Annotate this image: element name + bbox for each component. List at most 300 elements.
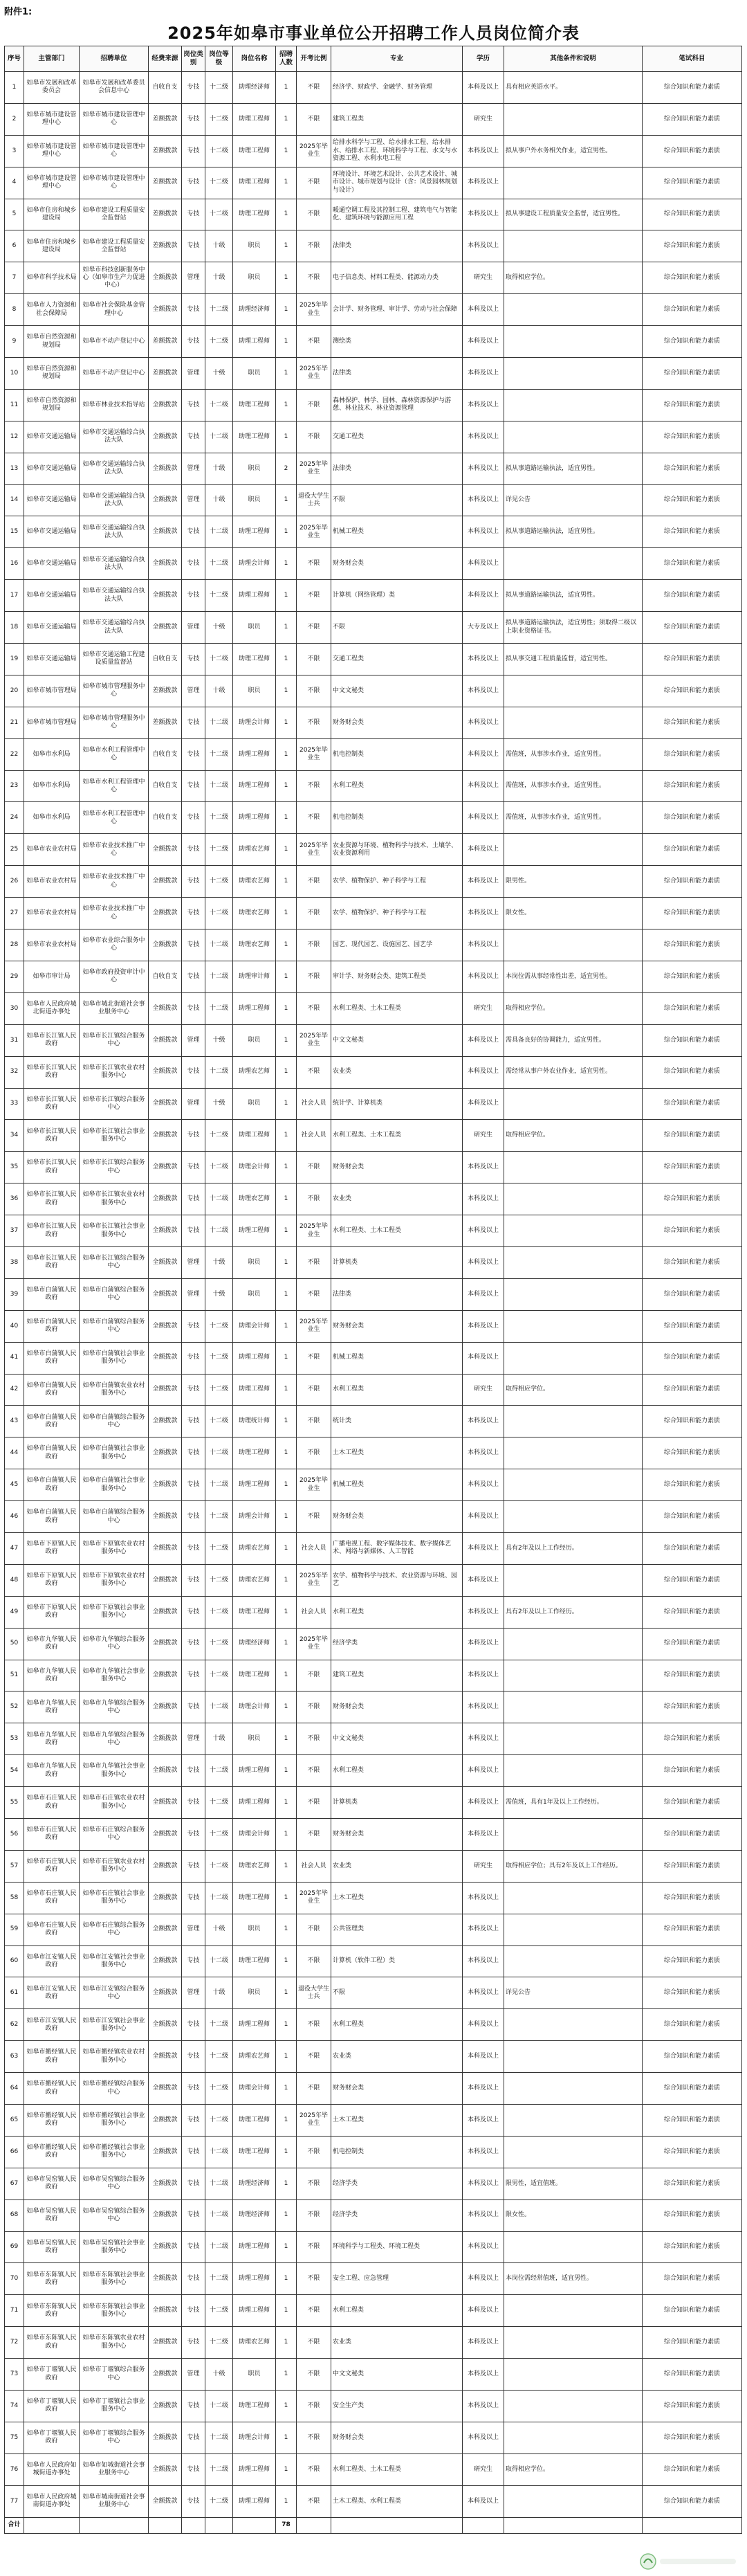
cell-funding: 差额拨款 — [149, 326, 182, 358]
cell-headcount: 1 — [276, 1818, 297, 1850]
cell-department: 如皋市东陈镇人民政府 — [24, 2327, 80, 2359]
cell-grade: 十二级 — [205, 1056, 233, 1088]
cell-major: 水利工程类 — [331, 1596, 463, 1628]
cell-category: 专技 — [182, 1152, 205, 1183]
cell-headcount: 1 — [276, 1056, 297, 1088]
cell-exam: 综合知识和能力素质 — [643, 1755, 742, 1787]
cell-headcount: 1 — [276, 1660, 297, 1691]
cell-education: 本科及以上 — [463, 2422, 504, 2453]
cell-department: 如皋市白蒲镇人民政府 — [24, 1406, 80, 1437]
cell-ratio: 不限 — [297, 1914, 331, 1945]
cell-department: 如皋市农业农村局 — [24, 834, 80, 866]
cell-department: 如皋市水利局 — [24, 770, 80, 802]
cell-position: 职员 — [233, 1024, 276, 1056]
cell-department: 如皋市人力资源和社会保障局 — [24, 294, 80, 326]
cell-position: 助理工程师 — [233, 1596, 276, 1628]
cell-category: 专技 — [182, 548, 205, 580]
cell-category: 管理 — [182, 1024, 205, 1056]
cell-grade: 十级 — [205, 1246, 233, 1278]
cell-position: 助理会计师 — [233, 1152, 276, 1183]
cell-department: 如皋市长江镇人民政府 — [24, 1056, 80, 1088]
cell-department: 如皋市江安镇人民政府 — [24, 1945, 80, 1977]
cell-other — [504, 2422, 643, 2453]
cell-funding: 全额拨款 — [149, 1977, 182, 2009]
cell-major: 水利工程类、土木工程类 — [331, 1120, 463, 1152]
cell-position: 助理经济师 — [233, 2199, 276, 2231]
table-row — [5, 548, 742, 580]
cell-funding: 全额拨款 — [149, 389, 182, 421]
cell-headcount: 1 — [276, 1024, 297, 1056]
cell-position: 职员 — [233, 1278, 276, 1310]
cell-index: 2 — [5, 103, 24, 135]
cell-category: 专技 — [182, 1374, 205, 1406]
cell-unit: 如皋市丁堰镇综合服务中心 — [80, 2359, 149, 2391]
cell-ratio: 不限 — [297, 2422, 331, 2453]
cell-grade: 十二级 — [205, 103, 233, 135]
cell-category: 专技 — [182, 2391, 205, 2422]
cell-category: 专技 — [182, 1787, 205, 1819]
table-footer-row — [5, 2517, 742, 2533]
cell-other — [504, 1628, 643, 1660]
cell-other — [504, 1691, 643, 1723]
cell-ratio: 不限 — [297, 2327, 331, 2359]
cell-category: 管理 — [182, 262, 205, 294]
cell-position: 职员 — [233, 230, 276, 262]
cell-education: 本科及以上 — [463, 1628, 504, 1660]
cell-other — [504, 1914, 643, 1945]
cell-position: 助理会计师 — [233, 548, 276, 580]
cell-exam: 综合知识和能力素质 — [643, 1691, 742, 1723]
cell-other — [504, 2391, 643, 2422]
cell-exam: 综合知识和能力素质 — [643, 2263, 742, 2295]
cell-unit: 如皋市政府投资审计中心 — [80, 961, 149, 992]
cell-exam: 综合知识和能力素质 — [643, 1246, 742, 1278]
cell-major: 财务财会类 — [331, 1501, 463, 1533]
cell-unit: 如皋市长江镇农业农村服务中心 — [80, 1183, 149, 1215]
page-title: 2025年如皋市事业单位公开招聘工作人员岗位简介表 — [167, 24, 580, 43]
cell-department: 如皋市下原镇人民政府 — [24, 1596, 80, 1628]
cell-funding: 全额拨款 — [149, 898, 182, 929]
cell-major: 农业类 — [331, 1056, 463, 1088]
cell-grade: 十级 — [205, 1024, 233, 1056]
cell-exam: 综合知识和能力素质 — [643, 1850, 742, 1882]
cell-department: 如皋市自然资源和规划局 — [24, 358, 80, 390]
cell-other — [504, 1660, 643, 1691]
cell-other: 限男性，适宜值班。 — [504, 2168, 643, 2199]
cell-position: 助理工程师 — [233, 516, 276, 548]
cell-category: 管理 — [182, 453, 205, 484]
table-row — [5, 1278, 742, 1310]
cell-position: 助理工程师 — [233, 1469, 276, 1501]
cell-funding: 全额拨款 — [149, 1342, 182, 1374]
cell-other — [504, 2041, 643, 2073]
cell-unit: 如皋市白蒲镇综合服务中心 — [80, 1501, 149, 1533]
cell-unit: 如皋市东陈镇社会事业服务中心 — [80, 2295, 149, 2327]
cell-category: 管理 — [182, 1088, 205, 1120]
cell-position: 职员 — [233, 358, 276, 390]
table-row — [5, 262, 742, 294]
cell-major: 土木工程类 — [331, 2105, 463, 2137]
cell-department: 如皋市白蒲镇人民政府 — [24, 1437, 80, 1469]
cell-other — [504, 2136, 643, 2168]
cell-major: 广播电视工程、数字媒体技术、数字媒体艺术、网络与新媒体、人工智能 — [331, 1532, 463, 1564]
cell-major: 机械工程类 — [331, 1342, 463, 1374]
cell-headcount: 1 — [276, 1755, 297, 1787]
cell-category: 专技 — [182, 516, 205, 548]
cell-index: 3 — [5, 135, 24, 167]
cell-other — [504, 1755, 643, 1787]
cell-unit: 如皋市东陈镇社会事业服务中心 — [80, 2263, 149, 2295]
cell-index: 48 — [5, 1564, 24, 1596]
cell-education: 本科及以上 — [463, 1056, 504, 1088]
cell-index: 9 — [5, 326, 24, 358]
cell-unit: 如皋市东陈镇农业农村服务中心 — [80, 2327, 149, 2359]
cell-index: 56 — [5, 1818, 24, 1850]
cell-headcount: 1 — [276, 1628, 297, 1660]
cell-ratio: 不限 — [297, 326, 331, 358]
cell-headcount: 1 — [276, 1723, 297, 1755]
cell-unit: 如皋市交通运输综合执法大队 — [80, 612, 149, 644]
cell-department: 如皋市丁堰镇人民政府 — [24, 2422, 80, 2453]
cell-index: 26 — [5, 866, 24, 898]
table-row — [5, 199, 742, 230]
cell-position: 助理会计师 — [233, 2073, 276, 2105]
cell-position: 助理会计师 — [233, 1691, 276, 1723]
cell-exam: 综合知识和能力素质 — [643, 2295, 742, 2327]
cell-index: 13 — [5, 453, 24, 484]
cell-position: 助理工程师 — [233, 389, 276, 421]
cell-major: 法律类 — [331, 230, 463, 262]
cell-other — [504, 1088, 643, 1120]
cell-headcount: 1 — [276, 580, 297, 612]
table-row — [5, 135, 742, 167]
cell-exam: 综合知识和能力素质 — [643, 2359, 742, 2391]
cell-education: 本科及以上 — [463, 675, 504, 707]
cell-department: 如皋市石庄镇人民政府 — [24, 1914, 80, 1945]
cell-department: 如皋市住房和城乡建设局 — [24, 199, 80, 230]
cell-ratio: 2025年毕业生 — [297, 1469, 331, 1501]
cell-major: 统计学、计算机类 — [331, 1088, 463, 1120]
table-row — [5, 2295, 742, 2327]
cell-education: 本科及以上 — [463, 2485, 504, 2517]
cell-grade: 十二级 — [205, 2231, 233, 2263]
cell-grade: 十二级 — [205, 1628, 233, 1660]
cell-funding: 全额拨款 — [149, 294, 182, 326]
cell-funding: 全额拨款 — [149, 2231, 182, 2263]
table-row — [5, 2105, 742, 2137]
cell-headcount: 1 — [276, 294, 297, 326]
cell-position: 助理经济师 — [233, 294, 276, 326]
cell-unit: 如皋市城市建设管理中心 — [80, 103, 149, 135]
cell-headcount: 1 — [276, 230, 297, 262]
cell-education: 本科及以上 — [463, 72, 504, 104]
cell-unit: 如皋市下原镇社会事业服务中心 — [80, 1596, 149, 1628]
cell-headcount: 1 — [276, 1501, 297, 1533]
cell-index: 24 — [5, 802, 24, 834]
cell-category: 专技 — [182, 2263, 205, 2295]
cell-headcount: 1 — [276, 1564, 297, 1596]
cell-funding: 自收自支 — [149, 770, 182, 802]
cell-index: 73 — [5, 2359, 24, 2391]
cell-funding: 全额拨款 — [149, 1532, 182, 1564]
cell-exam: 综合知识和能力素质 — [643, 1056, 742, 1088]
cell-ratio: 2025年毕业生 — [297, 1628, 331, 1660]
cell-headcount: 1 — [276, 1120, 297, 1152]
cell-other — [504, 1278, 643, 1310]
cell-ratio: 不限 — [297, 2453, 331, 2485]
cell-grade: 十二级 — [205, 770, 233, 802]
cell-department: 如皋市搬经镇人民政府 — [24, 2073, 80, 2105]
cell-education: 本科及以上 — [463, 1501, 504, 1533]
cell-ratio: 不限 — [297, 1152, 331, 1183]
cell-funding: 全额拨款 — [149, 1088, 182, 1120]
cell-exam: 综合知识和能力素质 — [643, 167, 742, 199]
table-row — [5, 1882, 742, 1914]
cell-major: 财务财会类 — [331, 1152, 463, 1183]
cell-funding: 全额拨款 — [149, 992, 182, 1024]
cell-education: 本科及以上 — [463, 2073, 504, 2105]
cell-headcount: 1 — [276, 72, 297, 104]
cell-department: 如皋市农业农村局 — [24, 898, 80, 929]
cell-category: 专技 — [182, 929, 205, 961]
cell-ratio: 2025年毕业生 — [297, 1310, 331, 1342]
cell-grade: 十二级 — [205, 294, 233, 326]
cell-category: 专技 — [182, 1850, 205, 1882]
cell-other — [504, 2295, 643, 2327]
col-exam: 笔试科目 — [643, 46, 742, 72]
watermark-logo — [638, 2551, 741, 2572]
cell-ratio: 不限 — [297, 167, 331, 199]
cell-position: 职员 — [233, 1246, 276, 1278]
cell-grade: 十二级 — [205, 1215, 233, 1247]
cell-department: 如皋市江安镇人民政府 — [24, 2009, 80, 2041]
attachment-label: 附件1: — [4, 7, 33, 17]
cell-unit: 如皋市农业技术推广中心 — [80, 898, 149, 929]
cell-headcount: 1 — [276, 1215, 297, 1247]
cell-education: 本科及以上 — [463, 1342, 504, 1374]
cell-unit: 如皋市城南街道社会事业服务中心 — [80, 2485, 149, 2517]
cell-index: 31 — [5, 1024, 24, 1056]
cell-exam: 综合知识和能力素质 — [643, 1183, 742, 1215]
cell-unit: 如皋市城市建设管理中心 — [80, 167, 149, 199]
cell-grade: 十级 — [205, 675, 233, 707]
cell-grade: 十二级 — [205, 167, 233, 199]
cell-position: 助理工程师 — [233, 802, 276, 834]
cell-position: 助理工程师 — [233, 1945, 276, 1977]
cell-category: 专技 — [182, 103, 205, 135]
table-row — [5, 1120, 742, 1152]
cell-grade: 十二级 — [205, 2295, 233, 2327]
cell-ratio: 不限 — [297, 866, 331, 898]
cell-category: 专技 — [182, 1215, 205, 1247]
cell-funding: 全额拨款 — [149, 2105, 182, 2137]
cell-index: 32 — [5, 1056, 24, 1088]
cell-ratio: 不限 — [297, 1501, 331, 1533]
cell-major: 土木工程类 — [331, 1437, 463, 1469]
cell-ratio: 不限 — [297, 580, 331, 612]
cell-index: 39 — [5, 1278, 24, 1310]
cell-grade: 十二级 — [205, 1501, 233, 1533]
cell-category: 专技 — [182, 72, 205, 104]
cell-grade: 十二级 — [205, 1787, 233, 1819]
cell-headcount: 1 — [276, 992, 297, 1024]
cell-headcount: 1 — [276, 1977, 297, 2009]
cell-major: 中文文秘类 — [331, 1024, 463, 1056]
cell-education: 本科及以上 — [463, 2009, 504, 2041]
cell-department: 如皋市长江镇人民政府 — [24, 1088, 80, 1120]
cell-unit: 如皋市白蒲镇社会事业服务中心 — [80, 1342, 149, 1374]
cell-department: 如皋市九华镇人民政府 — [24, 1691, 80, 1723]
cell-other — [504, 2485, 643, 2517]
cell-exam: 综合知识和能力素质 — [643, 1882, 742, 1914]
cell-index: 53 — [5, 1723, 24, 1755]
cell-department: 如皋市人民政府城北街道办事处 — [24, 992, 80, 1024]
cell-funding: 全额拨款 — [149, 2041, 182, 2073]
cell-funding: 全额拨款 — [149, 1914, 182, 1945]
cell-other: 限男性。 — [504, 866, 643, 898]
cell-index: 58 — [5, 1882, 24, 1914]
cell-ratio: 不限 — [297, 421, 331, 453]
cell-exam: 综合知识和能力素质 — [643, 898, 742, 929]
cell-funding: 全额拨款 — [149, 580, 182, 612]
cell-grade: 十二级 — [205, 2199, 233, 2231]
cell-other — [504, 2359, 643, 2391]
cell-major: 中文文秘类 — [331, 2359, 463, 2391]
cell-unit: 如皋市长江镇综合服务中心 — [80, 1088, 149, 1120]
cell-index: 63 — [5, 2041, 24, 2073]
cell-grade: 十二级 — [205, 1691, 233, 1723]
cell-headcount: 1 — [276, 2199, 297, 2231]
cell-unit: 如皋市交通运输工程建设质量监督站 — [80, 644, 149, 675]
table-row — [5, 484, 742, 516]
cell-education: 本科及以上 — [463, 199, 504, 230]
cell-headcount: 1 — [276, 2391, 297, 2422]
cell-unit: 如皋市下原镇农业农村服务中心 — [80, 1532, 149, 1564]
cell-index: 71 — [5, 2295, 24, 2327]
cell-category: 专技 — [182, 898, 205, 929]
cell-department: 如皋市发展和改革委员会 — [24, 72, 80, 104]
cell-grade: 十二级 — [205, 1596, 233, 1628]
cell-index: 10 — [5, 358, 24, 390]
cell-position: 助理工程师 — [233, 2009, 276, 2041]
cell-index: 46 — [5, 1501, 24, 1533]
table-row — [5, 1723, 742, 1755]
col-headcount: 招聘人数 — [276, 46, 297, 72]
cell-unit: 如皋市丁堰镇综合服务中心 — [80, 2422, 149, 2453]
cell-ratio: 不限 — [297, 2485, 331, 2517]
cell-funding: 全额拨款 — [149, 548, 182, 580]
cell-category: 专技 — [182, 230, 205, 262]
cell-index: 74 — [5, 2391, 24, 2422]
cell-headcount: 1 — [276, 103, 297, 135]
cell-headcount: 1 — [276, 1691, 297, 1723]
cell-exam: 综合知识和能力素质 — [643, 516, 742, 548]
cell-unit: 如皋市九华镇综合服务中心 — [80, 1628, 149, 1660]
cell-education: 本科及以上 — [463, 2295, 504, 2327]
cell-grade: 十二级 — [205, 2327, 233, 2359]
cell-grade: 十二级 — [205, 516, 233, 548]
cell-exam: 综合知识和能力素质 — [643, 961, 742, 992]
table-row — [5, 2453, 742, 2485]
cell-other: 需值班，从事涉水作业，适宜男性。 — [504, 770, 643, 802]
cell-index: 66 — [5, 2136, 24, 2168]
cell-funding: 自收自支 — [149, 72, 182, 104]
cell-unit: 如皋市吴窑镇综合服务中心 — [80, 2168, 149, 2199]
cell-ratio: 不限 — [297, 1787, 331, 1819]
cell-department: 如皋市搬经镇人民政府 — [24, 2136, 80, 2168]
cell-position: 助理工程师 — [233, 2105, 276, 2137]
cell-funding: 全额拨款 — [149, 2263, 182, 2295]
cell-position: 助理工程师 — [233, 1374, 276, 1406]
cell-index: 28 — [5, 929, 24, 961]
cell-education: 本科及以上 — [463, 1977, 504, 2009]
cell-position: 职员 — [233, 1088, 276, 1120]
cell-exam: 综合知识和能力素质 — [643, 2199, 742, 2231]
cell-headcount: 1 — [276, 1342, 297, 1374]
col-grade: 岗位等级 — [205, 46, 233, 72]
cell-position: 职员 — [233, 262, 276, 294]
cell-department: 如皋市科学技术局 — [24, 262, 80, 294]
cell-ratio: 不限 — [297, 612, 331, 644]
cell-other — [504, 1437, 643, 1469]
cell-funding: 全额拨款 — [149, 2453, 182, 2485]
cell-index: 40 — [5, 1310, 24, 1342]
table-row — [5, 2136, 742, 2168]
cell-position: 助理会计师 — [233, 1501, 276, 1533]
cell-other: 详见公告 — [504, 484, 643, 516]
cell-index: 50 — [5, 1628, 24, 1660]
cell-exam: 综合知识和能力素质 — [643, 1596, 742, 1628]
cell-ratio: 不限 — [297, 1406, 331, 1437]
cell-department: 如皋市交通运输局 — [24, 421, 80, 453]
cell-exam: 综合知识和能力素质 — [643, 770, 742, 802]
cell-category: 管理 — [182, 1278, 205, 1310]
cell-unit: 如皋市搬经镇综合服务中心 — [80, 2073, 149, 2105]
cell-department: 如皋市搬经镇人民政府 — [24, 2105, 80, 2137]
cell-position: 助理工程师 — [233, 1787, 276, 1819]
cell-headcount: 1 — [276, 675, 297, 707]
table-row — [5, 1914, 742, 1945]
cell-position: 助理工程师 — [233, 1660, 276, 1691]
cell-ratio: 不限 — [297, 707, 331, 738]
col-education: 学历 — [463, 46, 504, 72]
table-row — [5, 2391, 742, 2422]
cell-index: 70 — [5, 2263, 24, 2295]
cell-department: 如皋市长江镇人民政府 — [24, 1246, 80, 1278]
cell-unit: 如皋市农业技术推广中心 — [80, 834, 149, 866]
cell-category: 专技 — [182, 2295, 205, 2327]
cell-major: 计算机（网络管理）类 — [331, 580, 463, 612]
cell-headcount: 1 — [276, 1152, 297, 1183]
cell-education: 本科及以上 — [463, 1246, 504, 1278]
cell-major: 农业类 — [331, 2041, 463, 2073]
table-row — [5, 516, 742, 548]
cell-department: 如皋市白蒲镇人民政府 — [24, 1501, 80, 1533]
cell-other — [504, 1310, 643, 1342]
cell-position: 助理农艺师 — [233, 929, 276, 961]
cell-education: 本科及以上 — [463, 135, 504, 167]
cell-position: 助理工程师 — [233, 580, 276, 612]
table-row — [5, 1437, 742, 1469]
cell-other — [504, 834, 643, 866]
cell-ratio: 不限 — [297, 1723, 331, 1755]
cell-education: 本科及以上 — [463, 1215, 504, 1247]
cell-category: 专技 — [182, 1469, 205, 1501]
cell-exam: 综合知识和能力素质 — [643, 2073, 742, 2105]
cell-funding: 全额拨款 — [149, 1628, 182, 1660]
cell-grade: 十级 — [205, 612, 233, 644]
cell-headcount: 1 — [276, 2327, 297, 2359]
